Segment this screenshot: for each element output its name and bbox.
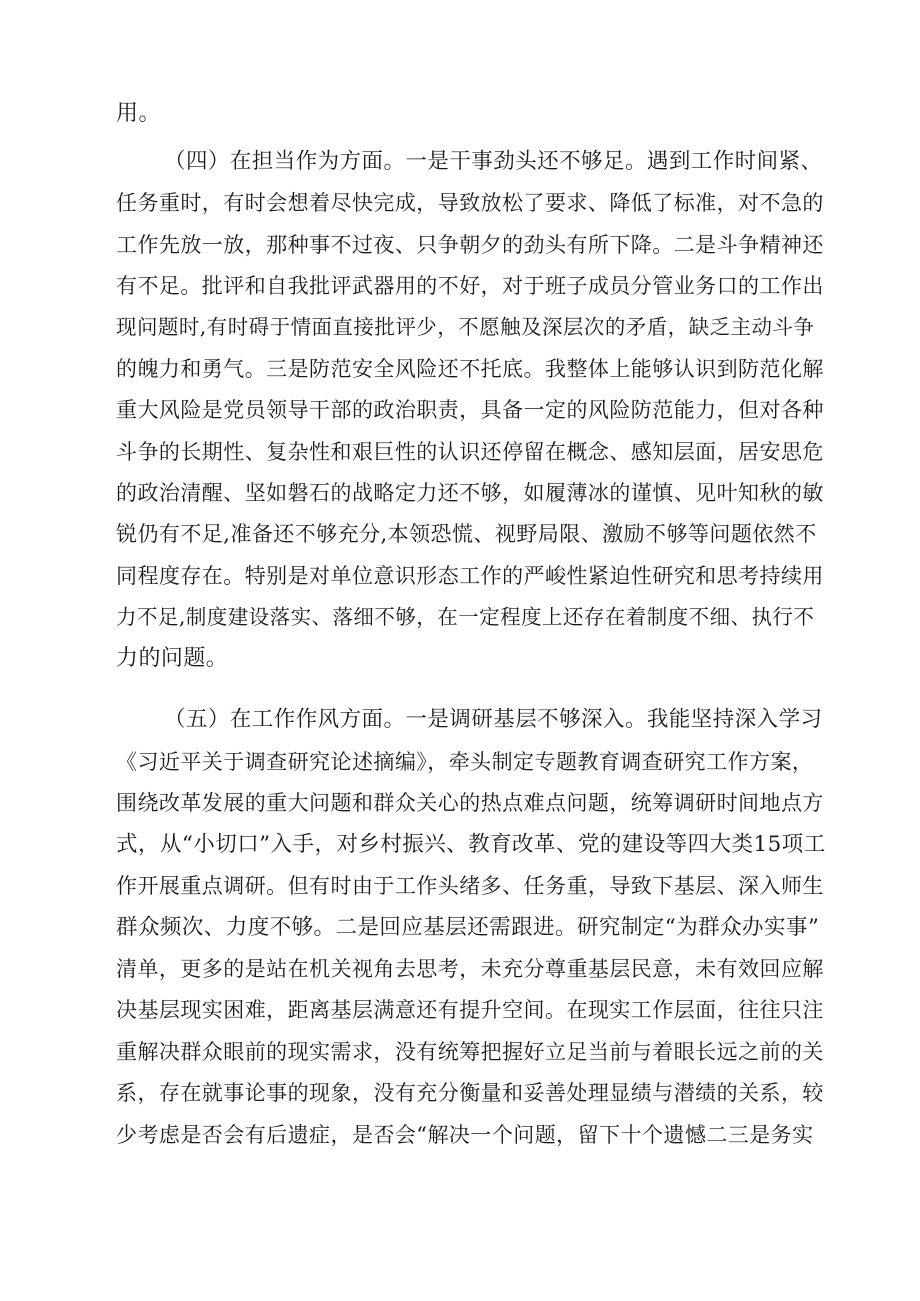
- text-line: 斗争的长期性、复杂性和艰巨性的认识还停留在概念、感知层面，居安思危: [116, 440, 824, 464]
- text-line: 任务重时，有时会想着尽快完成，导致放松了要求、降低了标准，对不急的: [116, 191, 824, 215]
- text-line: 工作先放一放，那种事不过夜、只争朝夕的劲头有所下降。二是斗争精神还: [116, 233, 824, 257]
- text-line: 群众频次、力度不够。二是回应基层还需跟进。研究制定“为群众办实事”: [116, 915, 820, 940]
- text-line: 决基层现实困难，距离基层满意还有提升空间。在现实工作层面，往往只注: [116, 998, 824, 1022]
- text-line: 清单，更多的是站在机关视角去思考，未充分尊重基层民意，未有效回应解: [116, 957, 824, 981]
- text-line: 系，存在就事论事的现象，没有充分衡量和妥善处理显绩与潜绩的关系，较: [116, 1081, 824, 1105]
- text-line: 重解决群众眼前的现实需求，没有统筹把握好立足当前与着眼长远之前的关: [116, 1040, 824, 1064]
- text-line: 同程度存在。特别是对单位意识形态工作的严峻性紧迫性研究和思考持续用: [116, 564, 824, 588]
- text-line: 作开展重点调研。但有时由于工作头绪多、任务重，导致下基层、深入师生: [116, 874, 824, 898]
- text-line: 用。: [116, 101, 161, 126]
- text-line: 有不足。批评和自我批评武器用的不好，对于班子成员分管业务口的工作出: [116, 274, 824, 298]
- paragraph-4-heading-line: （四）在担当作为方面。一是干事劲头还不够足。遇到工作时间紧、: [164, 149, 823, 174]
- text-line: 锐仍有不足,准备还不够充分,本领恐慌、视野局限、激励不够等问题依然不: [116, 522, 817, 546]
- text-line: 的政治清醒、坚如磐石的战略定力还不够，如履薄冰的谨慎、见叶知秋的敏: [116, 481, 824, 505]
- text-line: 重大风险是党员领导干部的政治职责，具备一定的风险防范能力，但对各种: [116, 398, 824, 422]
- text-line: 围绕改革发展的重大问题和群众关心的热点难点问题，统筹调研时间地点方: [116, 791, 824, 815]
- text-line: 力的问题。: [116, 646, 229, 671]
- text-line: 少考虑是否会有后遗症，是否会“解决一个问题，留下十个遗憾二三是务实: [116, 1123, 814, 1147]
- paragraph-5-heading-line: （五）在工作作风方面。一是调研基层不够深入。我能坚持深入学习: [164, 707, 823, 732]
- text-line: 现问题时,有时碍于情面直接批评少，不愿触及深层次的矛盾，缺乏主动斗争: [116, 315, 815, 339]
- text-line: 式，从“小切口”入手，对乡村振兴、教育改革、党的建设等四大类15项工: [116, 832, 826, 857]
- text-line: 《习近平关于调查研究论述摘编》，牵头制定专题教育调查研究工作方案，: [116, 750, 814, 774]
- text-line: 力不足,制度建设落实、落细不够，在一定程度上还存在着制度不细、执行不: [116, 605, 815, 629]
- text-line: 的魄力和勇气。三是防范安全风险还不托底。我整体上能够认识到防范化解: [116, 357, 824, 381]
